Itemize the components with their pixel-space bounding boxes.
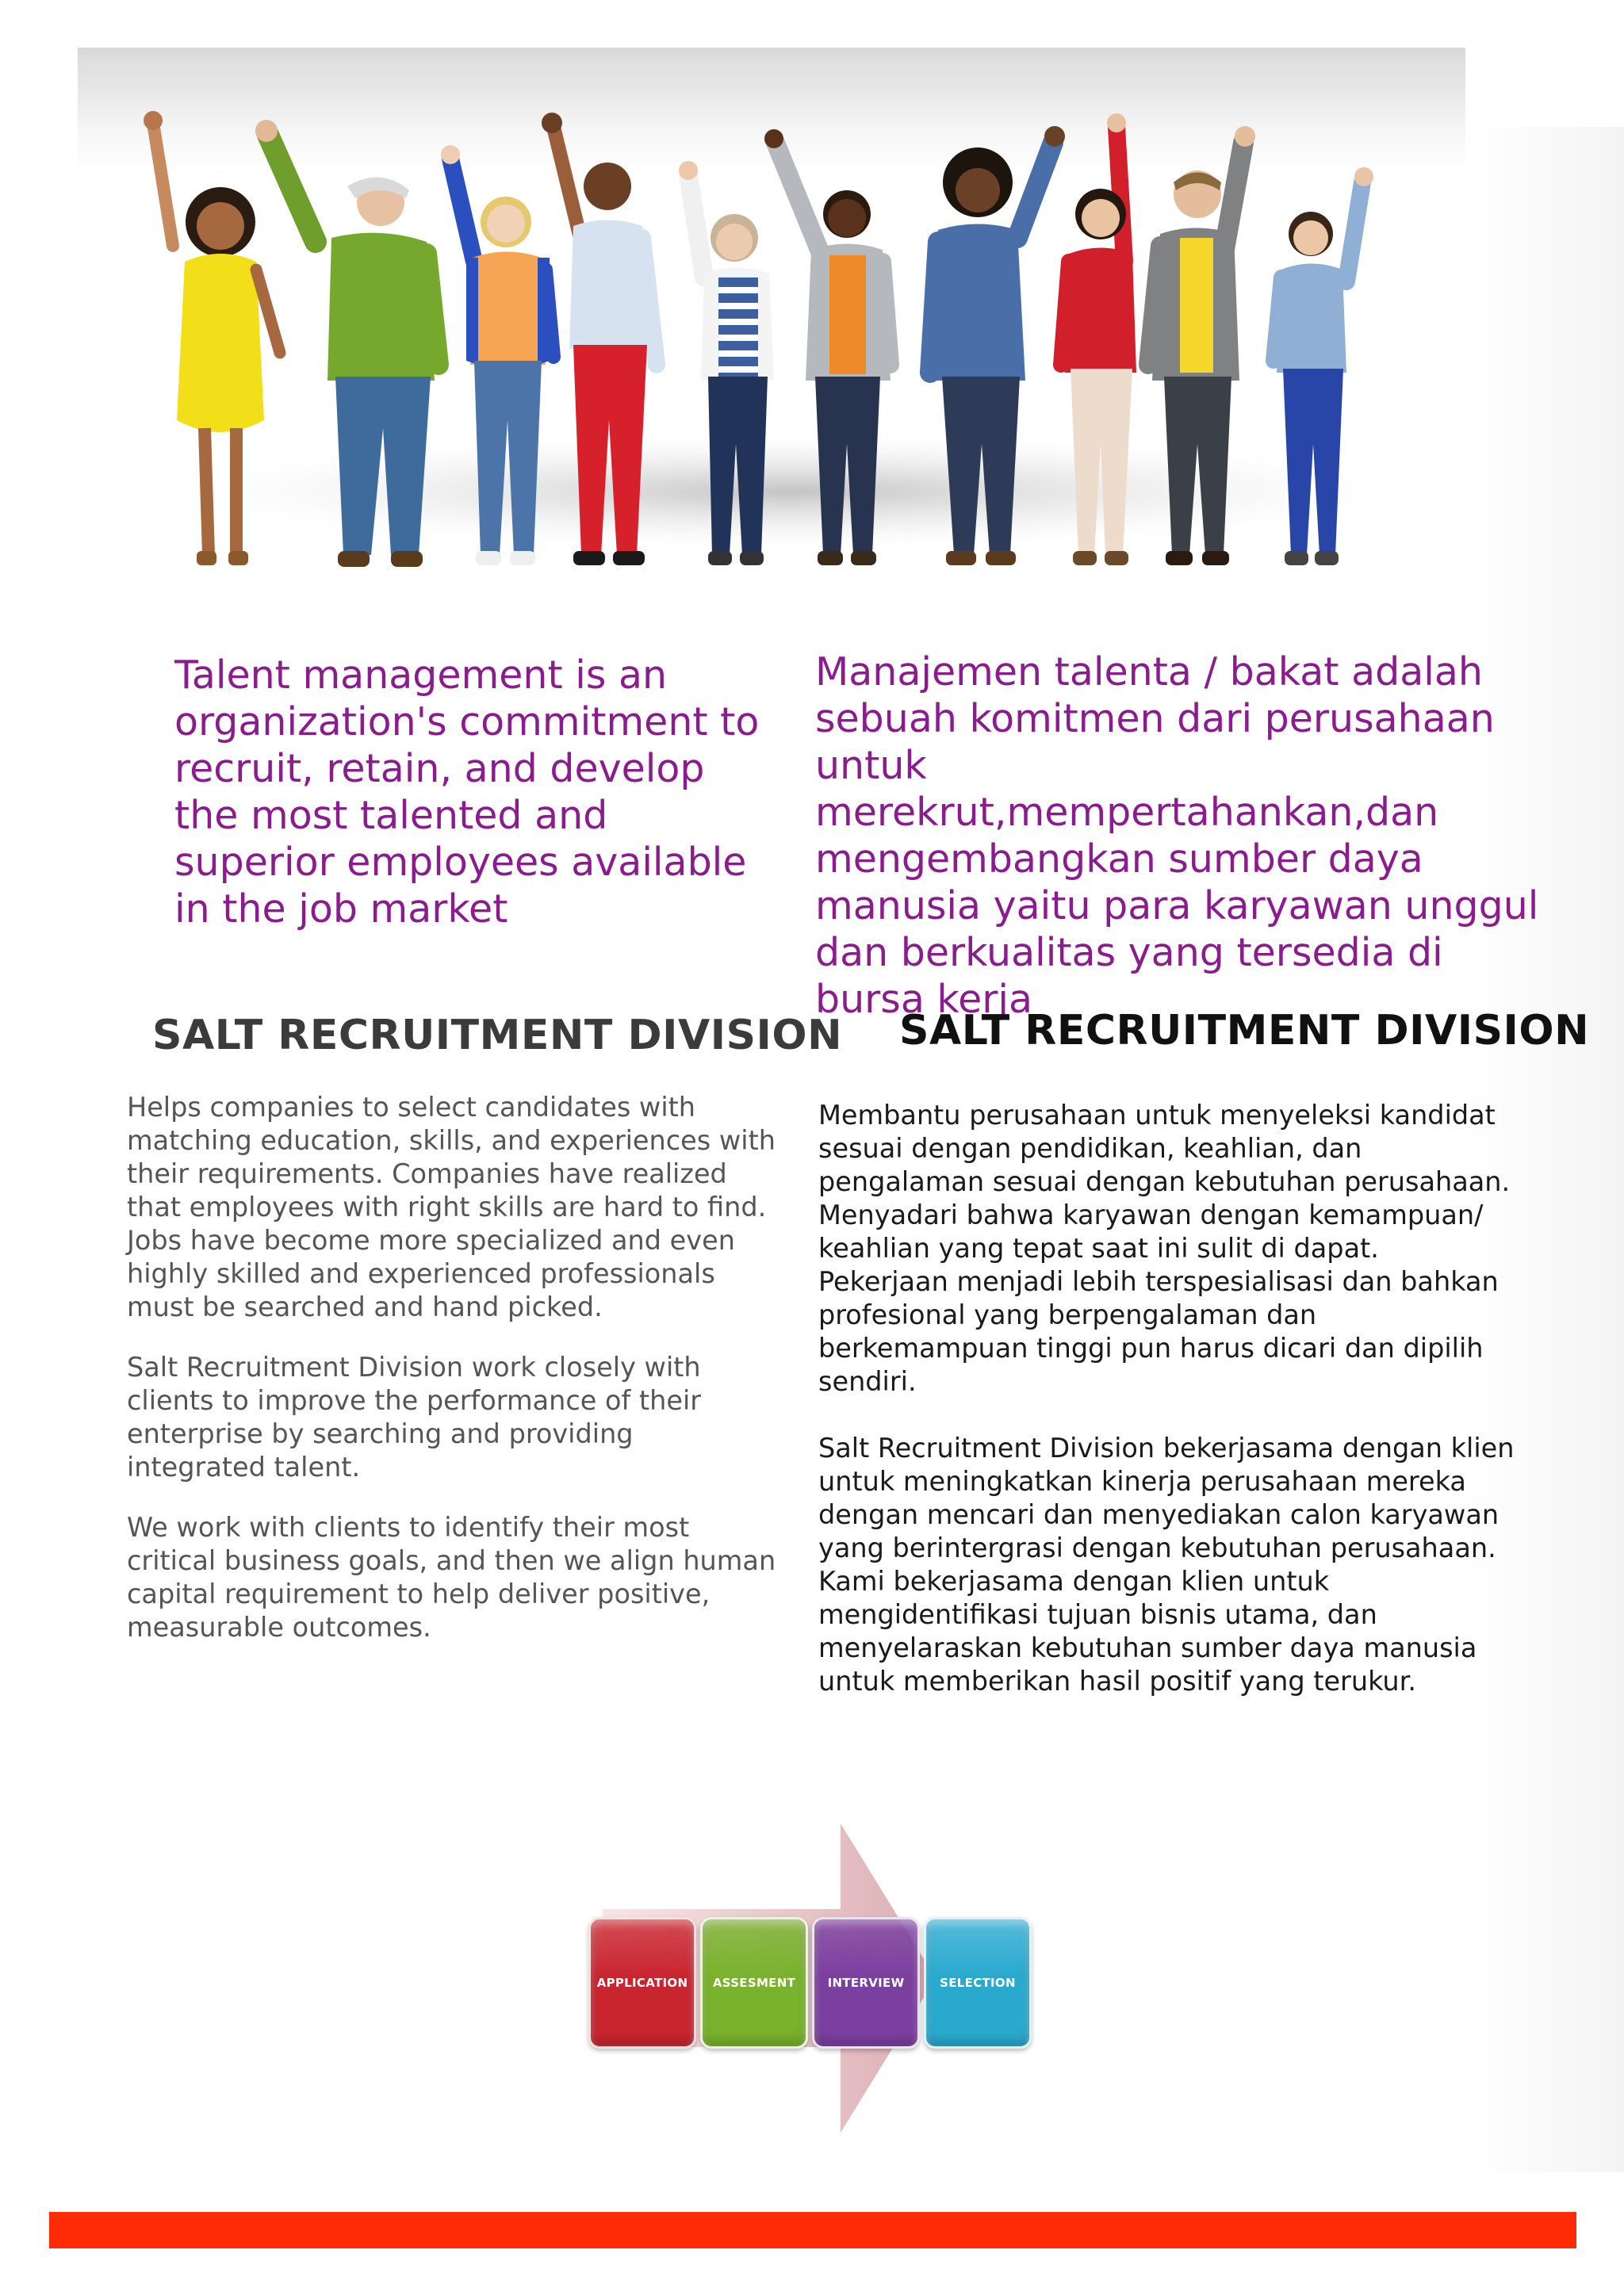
step-assesment: ASSESMENT [700, 1917, 808, 2049]
footer-bar [49, 2212, 1576, 2248]
intro-indonesian: Manajemen talenta / bakat adalah sebuah komitmen dari perusahaan untuk merekrut,mempertahankan,dan mengembangkan sumber daya manusia yaitu para karyawan unggul dan berkualitas yang tersedia di bursa kerja [815, 649, 1539, 1022]
right-paragraph-2: Salt Recruitment Division bekerjasama dengan klien untuk meningkatkan kinerja perusahaan mereka dengan mencari dan menyediakan calon karyawan yang berintergrasi dengan kebutuhan perusahaan. [818, 1433, 1515, 1563]
right-paragraph-3: Kami bekerjasama dengan klien untuk mengidentifikasi tujuan bisnis utama, dan menyelaraskan kebutuhan sumber daya manusia untuk memberikan hasil positif yang terukur. [818, 1566, 1477, 1697]
step-selection: SELECTION [924, 1917, 1032, 2049]
hero-banner-photo [78, 48, 1465, 603]
left-section-heading: SALT RECRUITMENT DIVISION [152, 1012, 843, 1059]
right-paragraph-1: Membantu perusahaan untuk menyeleksi kandidat sesuai dengan pendidikan, keahlian, dan pengalaman sesuai dengan kebutuhan perusahaan. Menyadari bahwa karyawan dengan kemampuan/ keahlian yang tepat saat ini sulit di dapat. Pekerjaan menjadi lebih terspesialisasi dan bahkan profesional yang berpengalaman dan berkemampuan tinggi pun harus dicari dan dipilih sendiri. [818, 1100, 1511, 1397]
recruitment-process-diagram [571, 1816, 1047, 2149]
right-section-heading: SALT RECRUITMENT DIVISION [899, 1007, 1590, 1054]
step-application: APPLICATION [588, 1917, 696, 2049]
right-section-body [818, 1099, 1516, 1698]
left-paragraph-2: Salt Recruitment Division work closely with clients to improve the performance of their enterprise by searching and providing integrated talent. [127, 1352, 702, 1483]
left-section-body [127, 1091, 777, 1644]
step-interview: INTERVIEW [812, 1917, 920, 2049]
left-paragraph-1: Helps companies to select candidates with matching education, skills, and experiences with their requirements. Companies have realized that employees with right skills are hard to find. Jobs have become more specialized and even highly skilled and experienced professionals must be searched and hand picked. [127, 1092, 776, 1322]
people-illustration [78, 48, 1465, 603]
left-paragraph-3: We work with clients to identify their most critical business goals, and then we align human capital requirement to help deliver positive, measurable outcomes. [127, 1512, 776, 1643]
intro-english: Talent management is an organization's commitment to recruit, retain, and develop the most talented and superior employees available in the job market [174, 652, 760, 932]
